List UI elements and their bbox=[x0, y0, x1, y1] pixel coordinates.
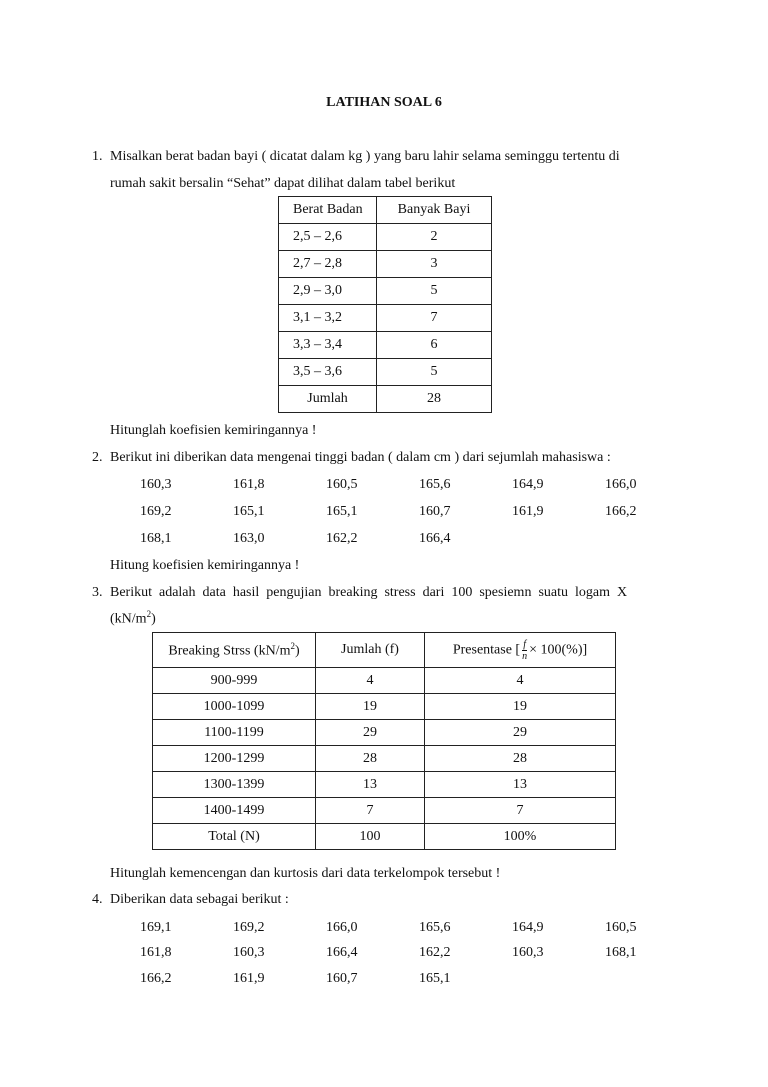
data-value: 161,8 bbox=[233, 477, 265, 492]
table-header: Presentase [ $\frac{f}{n}$ × 100(%)] bbox=[425, 633, 616, 668]
table-cell: 3,1 – 3,2 bbox=[279, 305, 377, 332]
q3-unit: $(kN/m^2)$ bbox=[110, 609, 156, 627]
table-cell: 4 bbox=[316, 668, 425, 694]
table-row bbox=[279, 332, 492, 359]
q1-text-line2: rumah sakit bersalin “Sehat” dapat dilihat dalam tabel berikut bbox=[110, 176, 456, 191]
table-cell: 7 bbox=[377, 305, 492, 332]
table-total-row bbox=[279, 386, 492, 413]
data-value: 160,3 bbox=[140, 477, 172, 492]
table-cell: 900-999 bbox=[153, 668, 316, 694]
table-cell: 29 bbox=[425, 720, 616, 746]
q2-number: 2. bbox=[92, 450, 103, 465]
data-value: 160,3 bbox=[233, 945, 265, 960]
q3-number: 3. bbox=[92, 585, 103, 600]
data-value: 169,2 bbox=[140, 504, 172, 519]
q1-table bbox=[278, 196, 492, 413]
data-value: 161,8 bbox=[140, 945, 172, 960]
table-cell: 5 bbox=[377, 278, 492, 305]
table-total-value: 100% bbox=[425, 824, 616, 850]
table-cell: 13 bbox=[316, 772, 425, 798]
table-header: Jumlah (f) bbox=[316, 633, 425, 668]
table-row bbox=[153, 746, 616, 772]
table-cell: 29 bbox=[316, 720, 425, 746]
table-header-row bbox=[279, 197, 492, 224]
data-value: 165,6 bbox=[419, 920, 451, 935]
q4-number: 4. bbox=[92, 892, 103, 907]
table-cell: 1100-1199 bbox=[153, 720, 316, 746]
table-cell: 19 bbox=[316, 694, 425, 720]
data-value: 165,1 bbox=[326, 504, 358, 519]
table-cell: 5 bbox=[377, 359, 492, 386]
table-cell: 2 bbox=[377, 224, 492, 251]
data-value: 166,0 bbox=[326, 920, 358, 935]
data-value: 160,5 bbox=[326, 477, 358, 492]
table-cell: 1000-1099 bbox=[153, 694, 316, 720]
table-total-label: Total (N) bbox=[153, 824, 316, 850]
table-header: Berat Badan bbox=[279, 197, 377, 224]
table-total-row bbox=[153, 824, 616, 850]
table-header: Breaking Strss $(kN/m^2)$ bbox=[153, 633, 316, 668]
table-cell: 1200-1299 bbox=[153, 746, 316, 772]
table-cell: 7 bbox=[316, 798, 425, 824]
table-header: Banyak Bayi bbox=[377, 197, 492, 224]
table-cell: 6 bbox=[377, 332, 492, 359]
q4-text-line1: Diberikan data sebagai berikut : bbox=[110, 892, 289, 907]
data-value: 163,0 bbox=[233, 531, 265, 546]
table-cell: 28 bbox=[316, 746, 425, 772]
table-header-row bbox=[153, 633, 616, 668]
table-row bbox=[279, 278, 492, 305]
q1-instruction: Hitunglah koefisien kemiringannya ! bbox=[110, 423, 317, 438]
data-value: 164,9 bbox=[512, 477, 544, 492]
q1-text-line1: Misalkan berat badan bayi ( dicatat dalam kg ) yang baru lahir selama seminggu tertentu di bbox=[110, 149, 620, 164]
q3-text-line1: Berikut adalah data hasil pengujian breaking stress dari 100 spesiemn suatu logam X bbox=[110, 585, 628, 600]
data-value: 166,0 bbox=[605, 477, 637, 492]
data-value: 166,2 bbox=[140, 971, 172, 986]
table-cell: 28 bbox=[425, 746, 616, 772]
data-value: 169,1 bbox=[140, 920, 172, 935]
table-cell: 2,9 – 3,0 bbox=[279, 278, 377, 305]
q1-number: 1. bbox=[92, 149, 103, 164]
table-total-label: Jumlah bbox=[279, 386, 377, 413]
table-row bbox=[279, 251, 492, 278]
data-value: 160,5 bbox=[605, 920, 637, 935]
table-row bbox=[279, 224, 492, 251]
data-value: 166,2 bbox=[605, 504, 637, 519]
fraction-f-over-n: $\frac{f}{n}$ bbox=[522, 638, 528, 662]
table-cell: 4 bbox=[425, 668, 616, 694]
table-cell: 3,3 – 3,4 bbox=[279, 332, 377, 359]
data-value: 160,7 bbox=[419, 504, 451, 519]
page-title: LATIHAN SOAL 6 bbox=[326, 95, 442, 110]
table-row bbox=[153, 668, 616, 694]
table-cell: 2,7 – 2,8 bbox=[279, 251, 377, 278]
data-value: 168,1 bbox=[140, 531, 172, 546]
data-value: 169,2 bbox=[233, 920, 265, 935]
table-total-value: 28 bbox=[377, 386, 492, 413]
table-row bbox=[153, 772, 616, 798]
data-value: 162,2 bbox=[419, 945, 451, 960]
table-row bbox=[153, 720, 616, 746]
data-value: 160,7 bbox=[326, 971, 358, 986]
data-value: 165,6 bbox=[419, 477, 451, 492]
data-value: 161,9 bbox=[512, 504, 544, 519]
data-value: 166,4 bbox=[326, 945, 358, 960]
q3-instruction: Hitunglah kemencengan dan kurtosis dari data terkelompok tersebut ! bbox=[110, 866, 501, 881]
table-cell: 19 bbox=[425, 694, 616, 720]
data-value: 165,1 bbox=[419, 971, 451, 986]
table-cell: 2,5 – 2,6 bbox=[279, 224, 377, 251]
table-cell: 1300-1399 bbox=[153, 772, 316, 798]
data-value: 164,9 bbox=[512, 920, 544, 935]
table-cell: 3 bbox=[377, 251, 492, 278]
table-row bbox=[279, 305, 492, 332]
q2-instruction: Hitung koefisien kemiringannya ! bbox=[110, 558, 300, 573]
table-cell: 1400-1499 bbox=[153, 798, 316, 824]
table-row bbox=[279, 359, 492, 386]
data-value: 165,1 bbox=[233, 504, 265, 519]
q2-text-line1: Berikut ini diberikan data mengenai tinggi badan ( dalam cm ) dari sejumlah mahasiswa : bbox=[110, 450, 611, 465]
table-row bbox=[153, 798, 616, 824]
table-row bbox=[153, 694, 616, 720]
data-value: 161,9 bbox=[233, 971, 265, 986]
data-value: 168,1 bbox=[605, 945, 637, 960]
table-cell: 3,5 – 3,6 bbox=[279, 359, 377, 386]
q3-table bbox=[152, 632, 616, 850]
data-value: 160,3 bbox=[512, 945, 544, 960]
table-cell: 13 bbox=[425, 772, 616, 798]
table-cell: 7 bbox=[425, 798, 616, 824]
data-value: 162,2 bbox=[326, 531, 358, 546]
table-total-value: 100 bbox=[316, 824, 425, 850]
data-value: 166,4 bbox=[419, 531, 451, 546]
